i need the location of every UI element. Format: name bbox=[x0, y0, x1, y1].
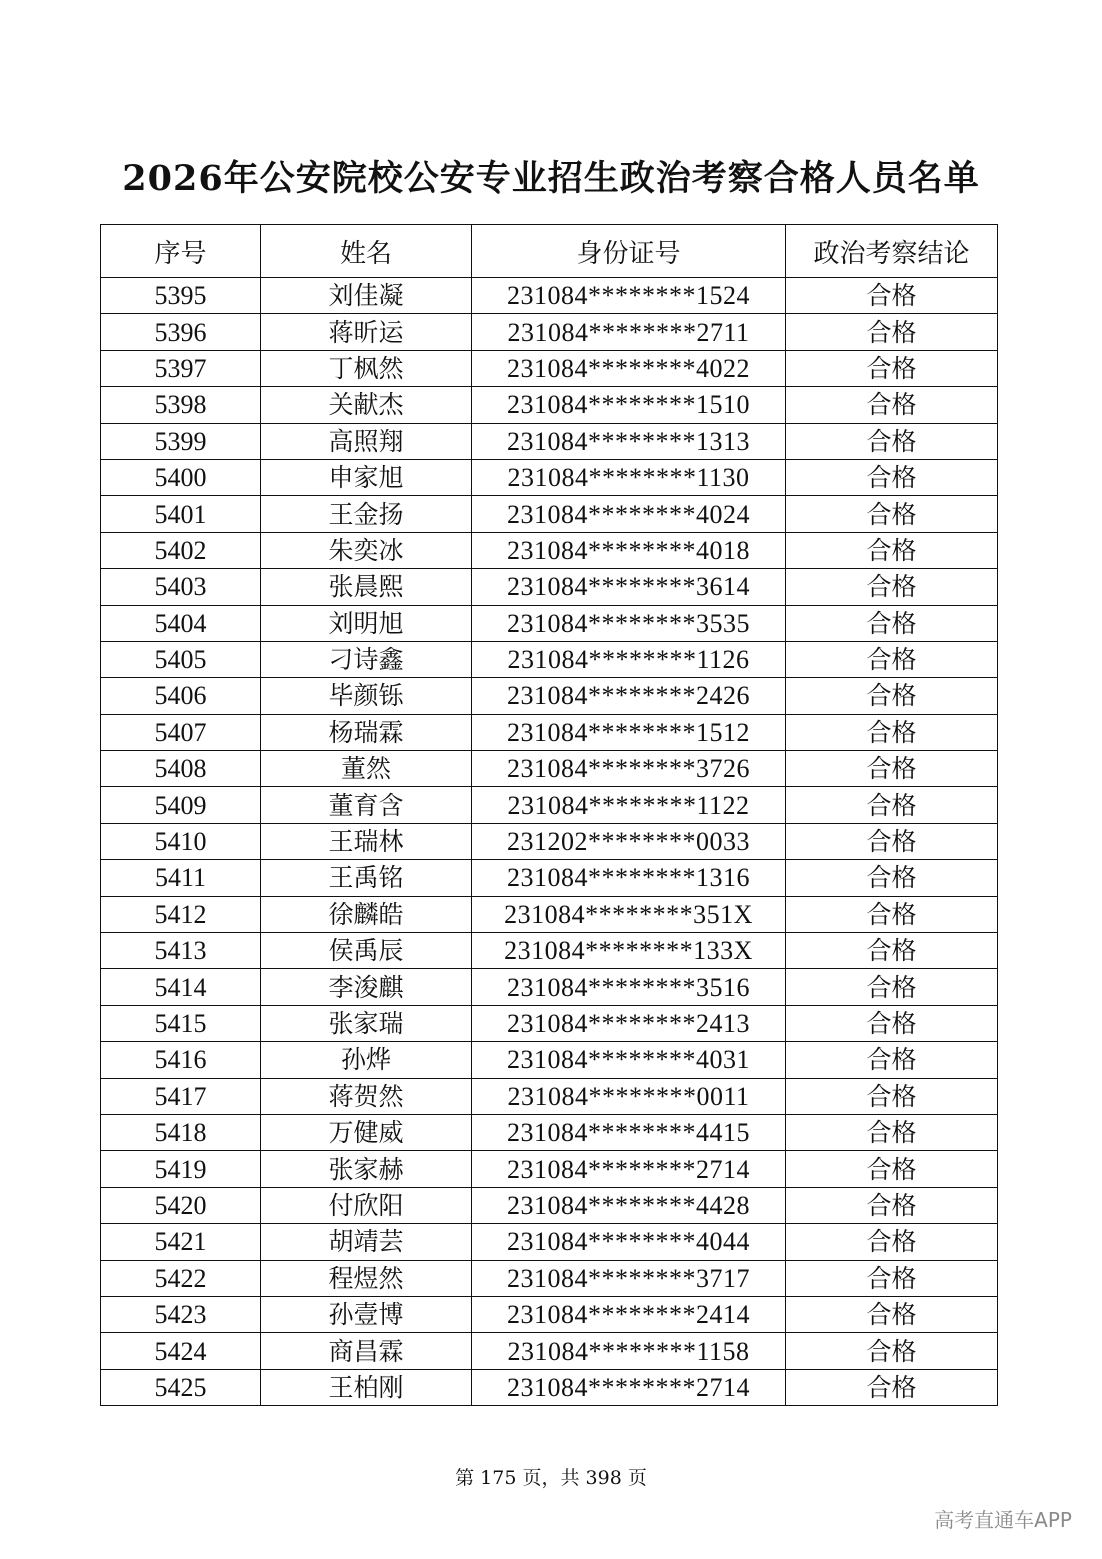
table-row bbox=[101, 751, 998, 787]
cell-seq: 5409 bbox=[101, 787, 261, 823]
table-row bbox=[101, 387, 998, 423]
cell-name: 商昌霖 bbox=[261, 1333, 472, 1369]
header-id-number: 身份证号 bbox=[472, 225, 786, 278]
cell-name: 孙烨 bbox=[261, 1042, 472, 1078]
cell-id-number: 231084********3535 bbox=[472, 605, 786, 641]
cell-result: 合格 bbox=[786, 1078, 998, 1114]
cell-result: 合格 bbox=[786, 387, 998, 423]
cell-result: 合格 bbox=[786, 1369, 998, 1405]
cell-id-number: 231084********2413 bbox=[472, 1005, 786, 1041]
roster-table bbox=[100, 224, 998, 1406]
cell-seq: 5424 bbox=[101, 1333, 261, 1369]
cell-seq: 5412 bbox=[101, 896, 261, 932]
cell-seq: 5422 bbox=[101, 1260, 261, 1296]
table-row bbox=[101, 459, 998, 495]
cell-id-number: 231084********1122 bbox=[472, 787, 786, 823]
cell-name: 李浚麒 bbox=[261, 969, 472, 1005]
cell-id-number: 231084********2711 bbox=[472, 314, 786, 350]
table-row bbox=[101, 823, 998, 859]
cell-seq: 5400 bbox=[101, 459, 261, 495]
cell-name: 付欣阳 bbox=[261, 1187, 472, 1223]
cell-result: 合格 bbox=[786, 933, 998, 969]
cell-result: 合格 bbox=[786, 823, 998, 859]
cell-name: 张家赫 bbox=[261, 1151, 472, 1187]
cell-name: 王瑞林 bbox=[261, 823, 472, 859]
cell-id-number: 231084********3717 bbox=[472, 1260, 786, 1296]
table-row bbox=[101, 496, 998, 532]
table-row bbox=[101, 1224, 998, 1260]
cell-result: 合格 bbox=[786, 278, 998, 314]
cell-name: 张家瑞 bbox=[261, 1005, 472, 1041]
table-row bbox=[101, 1114, 998, 1150]
cell-id-number: 231084********4415 bbox=[472, 1114, 786, 1150]
cell-name: 刘明旭 bbox=[261, 605, 472, 641]
cell-seq: 5405 bbox=[101, 641, 261, 677]
header-row bbox=[101, 225, 998, 278]
cell-seq: 5399 bbox=[101, 423, 261, 459]
cell-id-number: 231084********4024 bbox=[472, 496, 786, 532]
cell-result: 合格 bbox=[786, 1151, 998, 1187]
cell-seq: 5402 bbox=[101, 532, 261, 568]
cell-name: 张晨熙 bbox=[261, 569, 472, 605]
cell-result: 合格 bbox=[786, 350, 998, 386]
cell-name: 孙壹博 bbox=[261, 1296, 472, 1332]
cell-name: 杨瑞霖 bbox=[261, 714, 472, 750]
cell-id-number: 231084********2426 bbox=[472, 678, 786, 714]
cell-name: 申家旭 bbox=[261, 459, 472, 495]
cell-seq: 5413 bbox=[101, 933, 261, 969]
cell-result: 合格 bbox=[786, 1114, 998, 1150]
cell-name: 蒋贺然 bbox=[261, 1078, 472, 1114]
cell-result: 合格 bbox=[786, 423, 998, 459]
cell-id-number: 231084********1313 bbox=[472, 423, 786, 459]
cell-seq: 5398 bbox=[101, 387, 261, 423]
cell-name: 刘佳凝 bbox=[261, 278, 472, 314]
table-row bbox=[101, 569, 998, 605]
cell-id-number: 231084********0011 bbox=[472, 1078, 786, 1114]
cell-name: 徐麟皓 bbox=[261, 896, 472, 932]
cell-id-number: 231084********2714 bbox=[472, 1369, 786, 1405]
cell-seq: 5403 bbox=[101, 569, 261, 605]
table-row bbox=[101, 1151, 998, 1187]
cell-result: 合格 bbox=[786, 896, 998, 932]
cell-name: 万健威 bbox=[261, 1114, 472, 1150]
table-row bbox=[101, 714, 998, 750]
cell-seq: 5407 bbox=[101, 714, 261, 750]
cell-result: 合格 bbox=[786, 1224, 998, 1260]
cell-result: 合格 bbox=[786, 714, 998, 750]
cell-result: 合格 bbox=[786, 314, 998, 350]
header-seq: 序号 bbox=[101, 225, 261, 278]
table-row bbox=[101, 1042, 998, 1078]
table-row bbox=[101, 350, 998, 386]
cell-name: 丁枫然 bbox=[261, 350, 472, 386]
page-number: 第 175 页，共 398 页 bbox=[455, 1467, 647, 1489]
cell-seq: 5396 bbox=[101, 314, 261, 350]
cell-name: 程煜然 bbox=[261, 1260, 472, 1296]
cell-seq: 5420 bbox=[101, 1187, 261, 1223]
cell-id-number: 231084********1524 bbox=[472, 278, 786, 314]
table-row bbox=[101, 1369, 998, 1405]
table-row bbox=[101, 933, 998, 969]
cell-id-number: 231084********3614 bbox=[472, 569, 786, 605]
cell-name: 刁诗鑫 bbox=[261, 641, 472, 677]
cell-result: 合格 bbox=[786, 969, 998, 1005]
cell-result: 合格 bbox=[786, 532, 998, 568]
table-row bbox=[101, 605, 998, 641]
cell-id-number: 231084********3516 bbox=[472, 969, 786, 1005]
cell-name: 王金扬 bbox=[261, 496, 472, 532]
cell-name: 胡靖芸 bbox=[261, 1224, 472, 1260]
table-row bbox=[101, 641, 998, 677]
table-row bbox=[101, 787, 998, 823]
table-row bbox=[101, 314, 998, 350]
table-row bbox=[101, 278, 998, 314]
cell-result: 合格 bbox=[786, 641, 998, 677]
cell-seq: 5425 bbox=[101, 1369, 261, 1405]
cell-id-number: 231084********1158 bbox=[472, 1333, 786, 1369]
cell-result: 合格 bbox=[786, 751, 998, 787]
cell-id-number: 231084********1510 bbox=[472, 387, 786, 423]
table-row bbox=[101, 969, 998, 1005]
cell-name: 毕颜铄 bbox=[261, 678, 472, 714]
cell-id-number: 231084********1130 bbox=[472, 459, 786, 495]
cell-result: 合格 bbox=[786, 1187, 998, 1223]
cell-seq: 5395 bbox=[101, 278, 261, 314]
cell-seq: 5423 bbox=[101, 1296, 261, 1332]
cell-name: 董育含 bbox=[261, 787, 472, 823]
cell-seq: 5401 bbox=[101, 496, 261, 532]
cell-seq: 5419 bbox=[101, 1151, 261, 1187]
cell-seq: 5406 bbox=[101, 678, 261, 714]
cell-seq: 5397 bbox=[101, 350, 261, 386]
cell-seq: 5408 bbox=[101, 751, 261, 787]
table-row bbox=[101, 860, 998, 896]
cell-name: 王柏刚 bbox=[261, 1369, 472, 1405]
cell-result: 合格 bbox=[786, 569, 998, 605]
table-row bbox=[101, 1078, 998, 1114]
cell-name: 侯禹辰 bbox=[261, 933, 472, 969]
cell-seq: 5414 bbox=[101, 969, 261, 1005]
cell-name: 蒋昕运 bbox=[261, 314, 472, 350]
cell-id-number: 231084********1316 bbox=[472, 860, 786, 896]
cell-id-number: 231084********4018 bbox=[472, 532, 786, 568]
watermark: 高考直通车APP bbox=[934, 1508, 1072, 1532]
cell-name: 王禹铭 bbox=[261, 860, 472, 896]
cell-name: 朱奕冰 bbox=[261, 532, 472, 568]
header-result: 政治考察结论 bbox=[786, 225, 998, 278]
cell-id-number: 231084********1512 bbox=[472, 714, 786, 750]
table-row bbox=[101, 1333, 998, 1369]
cell-result: 合格 bbox=[786, 1296, 998, 1332]
cell-result: 合格 bbox=[786, 787, 998, 823]
cell-result: 合格 bbox=[786, 605, 998, 641]
cell-id-number: 231202********0033 bbox=[472, 823, 786, 859]
cell-id-number: 231084********4428 bbox=[472, 1187, 786, 1223]
cell-name: 关献杰 bbox=[261, 387, 472, 423]
cell-seq: 5410 bbox=[101, 823, 261, 859]
cell-id-number: 231084********133X bbox=[472, 933, 786, 969]
cell-id-number: 231084********4044 bbox=[472, 1224, 786, 1260]
cell-result: 合格 bbox=[786, 1260, 998, 1296]
cell-result: 合格 bbox=[786, 496, 998, 532]
cell-id-number: 231084********4031 bbox=[472, 1042, 786, 1078]
table-row bbox=[101, 1260, 998, 1296]
cell-result: 合格 bbox=[786, 1042, 998, 1078]
cell-name: 高照翔 bbox=[261, 423, 472, 459]
table-header bbox=[101, 225, 998, 278]
cell-result: 合格 bbox=[786, 860, 998, 896]
table-row bbox=[101, 532, 998, 568]
table-row bbox=[101, 896, 998, 932]
cell-seq: 5411 bbox=[101, 860, 261, 896]
cell-seq: 5415 bbox=[101, 1005, 261, 1041]
header-name: 姓名 bbox=[261, 225, 472, 278]
cell-seq: 5421 bbox=[101, 1224, 261, 1260]
table-row bbox=[101, 1187, 998, 1223]
cell-result: 合格 bbox=[786, 1005, 998, 1041]
cell-seq: 5418 bbox=[101, 1114, 261, 1150]
table-row bbox=[101, 1296, 998, 1332]
cell-result: 合格 bbox=[786, 459, 998, 495]
cell-seq: 5417 bbox=[101, 1078, 261, 1114]
cell-id-number: 231084********2714 bbox=[472, 1151, 786, 1187]
table-row bbox=[101, 423, 998, 459]
table-row bbox=[101, 1005, 998, 1041]
cell-id-number: 231084********3726 bbox=[472, 751, 786, 787]
cell-name: 董然 bbox=[261, 751, 472, 787]
cell-seq: 5416 bbox=[101, 1042, 261, 1078]
table-row bbox=[101, 678, 998, 714]
page-title: 2026年公安院校公安专业招生政治考察合格人员名单 bbox=[122, 158, 980, 199]
cell-result: 合格 bbox=[786, 678, 998, 714]
cell-id-number: 231084********351X bbox=[472, 896, 786, 932]
cell-id-number: 231084********1126 bbox=[472, 641, 786, 677]
cell-id-number: 231084********4022 bbox=[472, 350, 786, 386]
cell-id-number: 231084********2414 bbox=[472, 1296, 786, 1332]
cell-result: 合格 bbox=[786, 1333, 998, 1369]
table-body bbox=[101, 278, 998, 1406]
cell-seq: 5404 bbox=[101, 605, 261, 641]
